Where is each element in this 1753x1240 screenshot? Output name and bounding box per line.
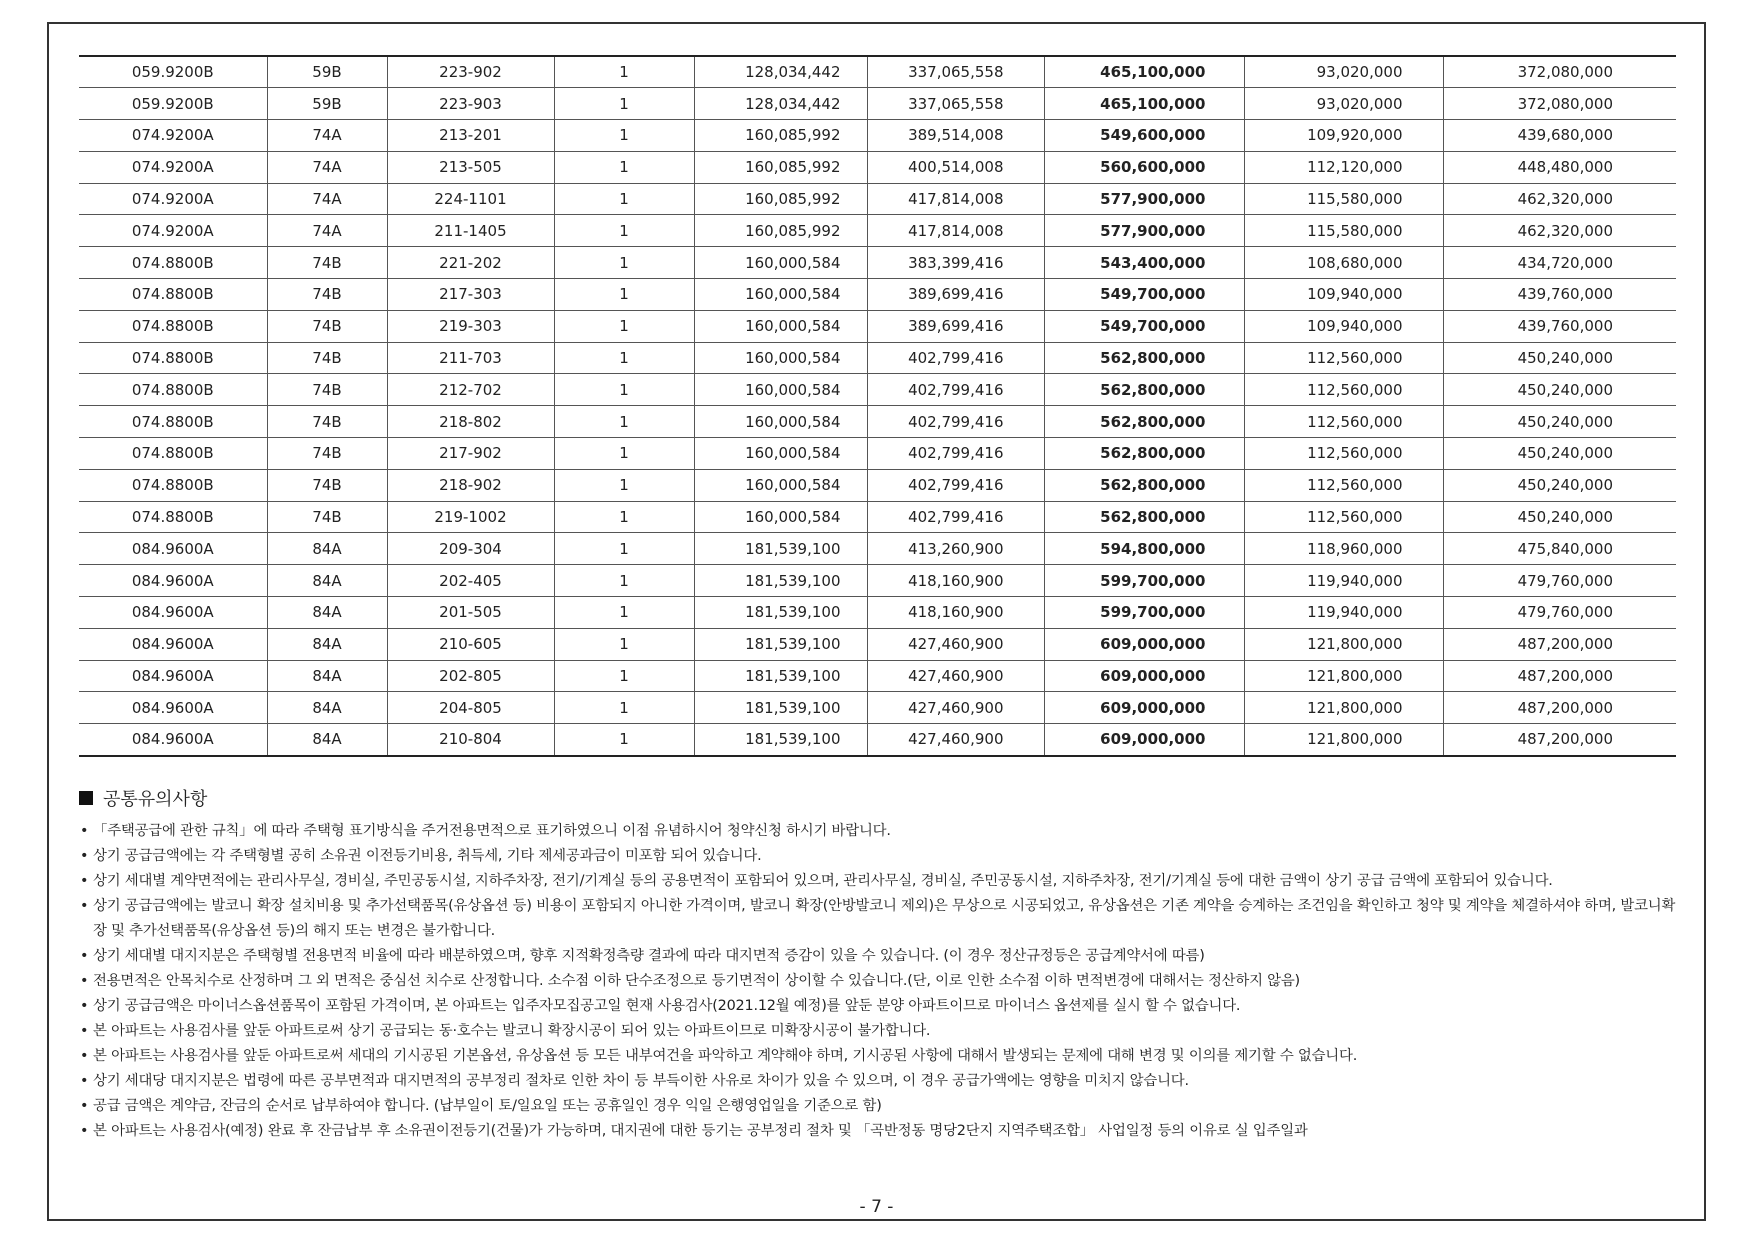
table-cell: 059.9200B <box>79 88 267 120</box>
table-cell: 1 <box>554 279 694 311</box>
note-item <box>79 1094 1679 1119</box>
common-notes-section <box>79 785 1679 1144</box>
table-cell: 074.8800B <box>79 279 267 311</box>
notes-list <box>79 819 1679 1144</box>
table-row <box>79 469 1676 501</box>
table-cell: 109,940,000 <box>1244 310 1443 342</box>
table-cell: 577,900,000 <box>1044 183 1244 215</box>
table-cell: 204-805 <box>387 692 554 724</box>
table-cell: 487,200,000 <box>1443 660 1676 692</box>
note-item <box>79 894 1679 944</box>
table-cell: 084.9600A <box>79 628 267 660</box>
table-row <box>79 724 1676 756</box>
table-cell: 479,760,000 <box>1443 565 1676 597</box>
table-cell: 211-703 <box>387 342 554 374</box>
table-cell: 74B <box>267 374 387 406</box>
table-cell: 84A <box>267 565 387 597</box>
table-row <box>79 565 1676 597</box>
table-cell: 450,240,000 <box>1443 342 1676 374</box>
note-item <box>79 1069 1679 1094</box>
table-cell: 160,085,992 <box>694 120 867 152</box>
table-cell: 417,814,008 <box>867 215 1044 247</box>
table-row <box>79 310 1676 342</box>
table-cell: 439,760,000 <box>1443 279 1676 311</box>
note-text: 전용면적은 안목치수로 산정하며 그 외 면적은 중심선 치수로 산정합니다. 소수점 이하 단수조정으로 등기면적이 상이할 수 있습니다.(단, 이로 인한 소수점 이하 면적변경에 대해서는 정산하지 않음) <box>93 973 1300 989</box>
table-cell: 609,000,000 <box>1044 628 1244 660</box>
table-cell: 372,080,000 <box>1443 88 1676 120</box>
table-row <box>79 692 1676 724</box>
table-cell: 112,120,000 <box>1244 151 1443 183</box>
table-cell: 084.9600A <box>79 724 267 756</box>
table-cell: 084.9600A <box>79 565 267 597</box>
table-cell: 074.8800B <box>79 310 267 342</box>
table-cell: 121,800,000 <box>1244 692 1443 724</box>
table-cell: 383,399,416 <box>867 247 1044 279</box>
table-cell: 562,800,000 <box>1044 406 1244 438</box>
table-cell: 337,065,558 <box>867 88 1044 120</box>
table-row <box>79 406 1676 438</box>
table-cell: 427,460,900 <box>867 724 1044 756</box>
note-item <box>79 969 1679 994</box>
table-cell: 218-902 <box>387 469 554 501</box>
table-cell: 217-902 <box>387 438 554 470</box>
table-cell: 219-1002 <box>387 501 554 533</box>
table-cell: 549,700,000 <box>1044 279 1244 311</box>
table-cell: 109,920,000 <box>1244 120 1443 152</box>
table-cell: 1 <box>554 660 694 692</box>
table-cell: 1 <box>554 342 694 374</box>
table-cell: 121,800,000 <box>1244 660 1443 692</box>
note-item <box>79 869 1679 894</box>
note-item <box>79 944 1679 969</box>
table-cell: 121,800,000 <box>1244 628 1443 660</box>
table-cell: 450,240,000 <box>1443 406 1676 438</box>
bullet-icon: • <box>80 873 89 889</box>
table-cell: 372,080,000 <box>1443 56 1676 88</box>
table-cell: 1 <box>554 120 694 152</box>
table-cell: 59B <box>267 88 387 120</box>
table-cell: 109,940,000 <box>1244 279 1443 311</box>
note-text: 상기 세대별 계약면적에는 관리사무실, 경비실, 주민공동시설, 지하주차장, 전기/기계실 등의 공용면적이 포함되어 있으며, 관리사무실, 경비실, 주민공동시설, 지하주차장, 전기/기계실 등에 대한 금액이 상기 공급 금액에 포함되어 있습니다. <box>93 873 1553 889</box>
table-cell: 74B <box>267 342 387 374</box>
note-item <box>79 994 1679 1019</box>
note-text: 상기 세대별 대지지분은 주택형별 전용면적 비율에 따라 배분하였으며, 향후 지적확정측량 결과에 따라 대지면적 증감이 있을 수 있습니다. (이 경우 정산규정등은 공급계약서에 따름) <box>93 948 1205 964</box>
bullet-icon: • <box>80 1073 89 1089</box>
table-cell: 128,034,442 <box>694 88 867 120</box>
table-cell: 218-802 <box>387 406 554 438</box>
table-cell: 462,320,000 <box>1443 215 1676 247</box>
table-cell: 74A <box>267 183 387 215</box>
table-cell: 160,085,992 <box>694 183 867 215</box>
table-cell: 224-1101 <box>387 183 554 215</box>
table-row <box>79 56 1676 88</box>
table-cell: 465,100,000 <box>1044 88 1244 120</box>
table-cell: 434,720,000 <box>1443 247 1676 279</box>
table-cell: 594,800,000 <box>1044 533 1244 565</box>
table-cell: 160,000,584 <box>694 406 867 438</box>
table-cell: 562,800,000 <box>1044 501 1244 533</box>
table-cell: 448,480,000 <box>1443 151 1676 183</box>
table-cell: 1 <box>554 88 694 120</box>
table-cell: 389,699,416 <box>867 279 1044 311</box>
table-row <box>79 151 1676 183</box>
table-cell: 427,460,900 <box>867 692 1044 724</box>
table-cell: 160,000,584 <box>694 310 867 342</box>
table-cell: 413,260,900 <box>867 533 1044 565</box>
table-cell: 462,320,000 <box>1443 183 1676 215</box>
table-cell: 074.8800B <box>79 469 267 501</box>
table-cell: 121,800,000 <box>1244 724 1443 756</box>
table-cell: 74B <box>267 310 387 342</box>
note-item <box>79 1019 1679 1044</box>
table-cell: 112,560,000 <box>1244 438 1443 470</box>
table-cell: 74B <box>267 279 387 311</box>
table-cell: 418,160,900 <box>867 597 1044 629</box>
table-cell: 160,000,584 <box>694 279 867 311</box>
table-row <box>79 183 1676 215</box>
note-text: 상기 공급금액에는 발코니 확장 설치비용 및 추가선택품목(유상옵션 등) 비용이 포함되지 아니한 가격이며, 발코니 확장(안방발코니 제외)은 무상으로 시공되었고, 유상옵션은 기존 계약을 승계하는 조건임을 확인하고 청약 및 계약을 체결하셔야 하며, 발코니확장 및 추가선택품목(유상옵션 등)의 해지 또는 변경은 불가합니다. <box>93 898 1676 939</box>
table-cell: 560,600,000 <box>1044 151 1244 183</box>
table-cell: 543,400,000 <box>1044 247 1244 279</box>
note-item <box>79 1044 1679 1069</box>
table-cell: 211-1405 <box>387 215 554 247</box>
table-cell: 1 <box>554 183 694 215</box>
table-cell: 112,560,000 <box>1244 406 1443 438</box>
table-cell: 609,000,000 <box>1044 660 1244 692</box>
table-cell: 562,800,000 <box>1044 374 1244 406</box>
table-cell: 209-304 <box>387 533 554 565</box>
table-cell: 74B <box>267 247 387 279</box>
bullet-icon: • <box>80 1048 89 1064</box>
bullet-icon: • <box>80 1098 89 1114</box>
table-cell: 1 <box>554 692 694 724</box>
bullet-icon: • <box>80 948 89 964</box>
table-cell: 217-303 <box>387 279 554 311</box>
price-table-body <box>79 56 1676 756</box>
note-text: 본 아파트는 사용검사를 앞둔 아파트로써 세대의 기시공된 기본옵션, 유상옵션 등 모든 내부여건을 파악하고 계약해야 하며, 기시공된 사항에 대해서 발생되는 문제에 대해 변경 및 이의를 제기할 수 없습니다. <box>93 1048 1358 1064</box>
table-cell: 402,799,416 <box>867 469 1044 501</box>
table-cell: 112,560,000 <box>1244 501 1443 533</box>
bullet-icon: • <box>80 823 89 839</box>
table-cell: 487,200,000 <box>1443 628 1676 660</box>
table-cell: 1 <box>554 215 694 247</box>
table-cell: 84A <box>267 533 387 565</box>
table-cell: 074.8800B <box>79 374 267 406</box>
table-cell: 487,200,000 <box>1443 692 1676 724</box>
table-cell: 1 <box>554 438 694 470</box>
table-cell: 74A <box>267 120 387 152</box>
table-cell: 402,799,416 <box>867 374 1044 406</box>
bullet-icon: • <box>80 898 89 914</box>
table-row <box>79 247 1676 279</box>
table-cell: 160,000,584 <box>694 501 867 533</box>
table-cell: 1 <box>554 374 694 406</box>
table-cell: 427,460,900 <box>867 660 1044 692</box>
table-cell: 213-201 <box>387 120 554 152</box>
bullet-icon: • <box>80 1123 89 1139</box>
table-row <box>79 215 1676 247</box>
table-cell: 450,240,000 <box>1443 438 1676 470</box>
table-row <box>79 533 1676 565</box>
table-cell: 115,580,000 <box>1244 215 1443 247</box>
table-cell: 427,460,900 <box>867 628 1044 660</box>
note-text: 상기 공급금액에는 각 주택형별 공히 소유권 이전등기비용, 취득세, 기타 제세공과금이 미포함 되어 있습니다. <box>93 848 762 864</box>
table-cell: 160,000,584 <box>694 374 867 406</box>
table-cell: 1 <box>554 565 694 597</box>
table-cell: 115,580,000 <box>1244 183 1443 215</box>
table-cell: 1 <box>554 597 694 629</box>
table-cell: 223-903 <box>387 88 554 120</box>
table-row <box>79 438 1676 470</box>
note-text: 「주택공급에 관한 규칙」에 따라 주택형 표기방식을 주거전용면적으로 표기하였으니 이점 유념하시어 청약신청 하시기 바랍니다. <box>93 823 891 839</box>
notes-heading <box>79 785 1679 811</box>
table-cell: 181,539,100 <box>694 628 867 660</box>
table-cell: 402,799,416 <box>867 501 1044 533</box>
table-cell: 599,700,000 <box>1044 597 1244 629</box>
table-cell: 119,940,000 <box>1244 597 1443 629</box>
table-cell: 074.8800B <box>79 406 267 438</box>
table-cell: 465,100,000 <box>1044 56 1244 88</box>
note-text: 본 아파트는 사용검사(예정) 완료 후 잔금납부 후 소유권이전등기(건물)가 가능하며, 대지권에 대한 등기는 공부정리 절차 및 「곡반정동 명당2단지 지역주택조합」 사업일정 등의 이유로 실 입주일과 <box>93 1123 1308 1139</box>
bullet-icon: • <box>80 1023 89 1039</box>
table-cell: 181,539,100 <box>694 597 867 629</box>
table-cell: 450,240,000 <box>1443 469 1676 501</box>
note-item <box>79 844 1679 869</box>
table-cell: 059.9200B <box>79 56 267 88</box>
table-cell: 1 <box>554 56 694 88</box>
note-text: 본 아파트는 사용검사를 앞둔 아파트로써 상기 공급되는 동·호수는 발코니 확장시공이 되어 있는 아파트이므로 미확장시공이 불가합니다. <box>93 1023 931 1039</box>
table-cell: 112,560,000 <box>1244 374 1443 406</box>
table-cell: 219-303 <box>387 310 554 342</box>
table-cell: 74B <box>267 469 387 501</box>
table-cell: 074.9200A <box>79 151 267 183</box>
table-cell: 074.8800B <box>79 438 267 470</box>
table-cell: 1 <box>554 533 694 565</box>
table-cell: 479,760,000 <box>1443 597 1676 629</box>
table-cell: 74B <box>267 438 387 470</box>
table-cell: 112,560,000 <box>1244 469 1443 501</box>
table-cell: 475,840,000 <box>1443 533 1676 565</box>
table-cell: 562,800,000 <box>1044 438 1244 470</box>
bullet-icon: • <box>80 973 89 989</box>
table-cell: 439,680,000 <box>1443 120 1676 152</box>
table-cell: 337,065,558 <box>867 56 1044 88</box>
table-cell: 93,020,000 <box>1244 88 1443 120</box>
table-cell: 084.9600A <box>79 692 267 724</box>
table-cell: 210-605 <box>387 628 554 660</box>
table-row <box>79 279 1676 311</box>
table-cell: 201-505 <box>387 597 554 629</box>
note-item <box>79 1119 1679 1144</box>
table-cell: 450,240,000 <box>1443 501 1676 533</box>
table-cell: 181,539,100 <box>694 724 867 756</box>
table-cell: 221-202 <box>387 247 554 279</box>
table-cell: 74A <box>267 151 387 183</box>
table-cell: 59B <box>267 56 387 88</box>
table-cell: 84A <box>267 628 387 660</box>
table-cell: 1 <box>554 151 694 183</box>
table-cell: 1 <box>554 628 694 660</box>
table-cell: 487,200,000 <box>1443 724 1676 756</box>
table-cell: 609,000,000 <box>1044 692 1244 724</box>
table-cell: 202-405 <box>387 565 554 597</box>
note-text: 공급 금액은 계약금, 잔금의 순서로 납부하여야 합니다. (납부일이 토/일요일 또는 공휴일인 경우 익일 은행영업일을 기준으로 함) <box>93 1098 882 1114</box>
bullet-icon: • <box>80 998 89 1014</box>
table-cell: 160,000,584 <box>694 469 867 501</box>
table-cell: 074.8800B <box>79 342 267 374</box>
table-cell: 562,800,000 <box>1044 469 1244 501</box>
table-cell: 074.9200A <box>79 183 267 215</box>
table-cell: 212-702 <box>387 374 554 406</box>
table-cell: 1 <box>554 501 694 533</box>
table-row <box>79 501 1676 533</box>
note-text: 상기 공급금액은 마이너스옵션품목이 포함된 가격이며, 본 아파트는 입주자모집공고일 현재 사용검사(2021.12월 예정)를 앞둔 분양 아파트이므로 마이너스 옵션제를 실시 할 수 없습니다. <box>93 998 1241 1014</box>
table-cell: 389,514,008 <box>867 120 1044 152</box>
table-cell: 119,940,000 <box>1244 565 1443 597</box>
table-cell: 549,600,000 <box>1044 120 1244 152</box>
table-cell: 549,700,000 <box>1044 310 1244 342</box>
table-row <box>79 660 1676 692</box>
table-cell: 084.9600A <box>79 597 267 629</box>
table-cell: 74B <box>267 501 387 533</box>
table-row <box>79 342 1676 374</box>
table-cell: 402,799,416 <box>867 406 1044 438</box>
table-cell: 599,700,000 <box>1044 565 1244 597</box>
note-text: 상기 세대당 대지지분은 법령에 따른 공부면적과 대지면적의 공부정리 절차로 인한 차이 등 부득이한 사유로 차이가 있을 수 있으며, 이 경우 공급가액에는 영향을 미치지 않습니다. <box>93 1073 1189 1089</box>
table-cell: 181,539,100 <box>694 692 867 724</box>
table-cell: 1 <box>554 469 694 501</box>
table-cell: 181,539,100 <box>694 660 867 692</box>
table-cell: 577,900,000 <box>1044 215 1244 247</box>
bullet-icon: • <box>80 848 89 864</box>
table-cell: 74B <box>267 406 387 438</box>
table-cell: 1 <box>554 310 694 342</box>
table-cell: 450,240,000 <box>1443 374 1676 406</box>
table-cell: 1 <box>554 724 694 756</box>
table-cell: 210-804 <box>387 724 554 756</box>
table-cell: 160,000,584 <box>694 342 867 374</box>
table-cell: 84A <box>267 660 387 692</box>
table-cell: 202-805 <box>387 660 554 692</box>
table-cell: 074.9200A <box>79 215 267 247</box>
table-row <box>79 374 1676 406</box>
table-cell: 609,000,000 <box>1044 724 1244 756</box>
table-cell: 084.9600A <box>79 660 267 692</box>
table-cell: 084.9600A <box>79 533 267 565</box>
table-cell: 074.9200A <box>79 120 267 152</box>
table-cell: 74A <box>267 215 387 247</box>
table-cell: 160,085,992 <box>694 151 867 183</box>
notes-title: 공통유의사항 <box>103 789 208 810</box>
table-cell: 562,800,000 <box>1044 342 1244 374</box>
table-cell: 439,760,000 <box>1443 310 1676 342</box>
table-cell: 118,960,000 <box>1244 533 1443 565</box>
table-cell: 84A <box>267 724 387 756</box>
table-cell: 400,514,008 <box>867 151 1044 183</box>
table-cell: 389,699,416 <box>867 310 1044 342</box>
table-cell: 402,799,416 <box>867 342 1044 374</box>
table-row <box>79 628 1676 660</box>
table-cell: 84A <box>267 692 387 724</box>
table-cell: 181,539,100 <box>694 533 867 565</box>
price-table <box>79 55 1676 757</box>
table-cell: 417,814,008 <box>867 183 1044 215</box>
table-cell: 418,160,900 <box>867 565 1044 597</box>
table-row <box>79 88 1676 120</box>
table-cell: 160,085,992 <box>694 215 867 247</box>
table-cell: 84A <box>267 597 387 629</box>
table-row <box>79 120 1676 152</box>
table-cell: 181,539,100 <box>694 565 867 597</box>
note-item <box>79 819 1679 844</box>
page-number: - 7 - <box>859 1197 894 1217</box>
table-cell: 1 <box>554 406 694 438</box>
table-cell: 108,680,000 <box>1244 247 1443 279</box>
table-cell: 112,560,000 <box>1244 342 1443 374</box>
table-cell: 074.8800B <box>79 501 267 533</box>
table-cell: 223-902 <box>387 56 554 88</box>
table-cell: 160,000,584 <box>694 247 867 279</box>
black-square-icon <box>79 791 93 805</box>
table-cell: 213-505 <box>387 151 554 183</box>
table-cell: 128,034,442 <box>694 56 867 88</box>
table-cell: 074.8800B <box>79 247 267 279</box>
table-row <box>79 597 1676 629</box>
table-cell: 160,000,584 <box>694 438 867 470</box>
table-cell: 93,020,000 <box>1244 56 1443 88</box>
table-cell: 1 <box>554 247 694 279</box>
table-cell: 402,799,416 <box>867 438 1044 470</box>
